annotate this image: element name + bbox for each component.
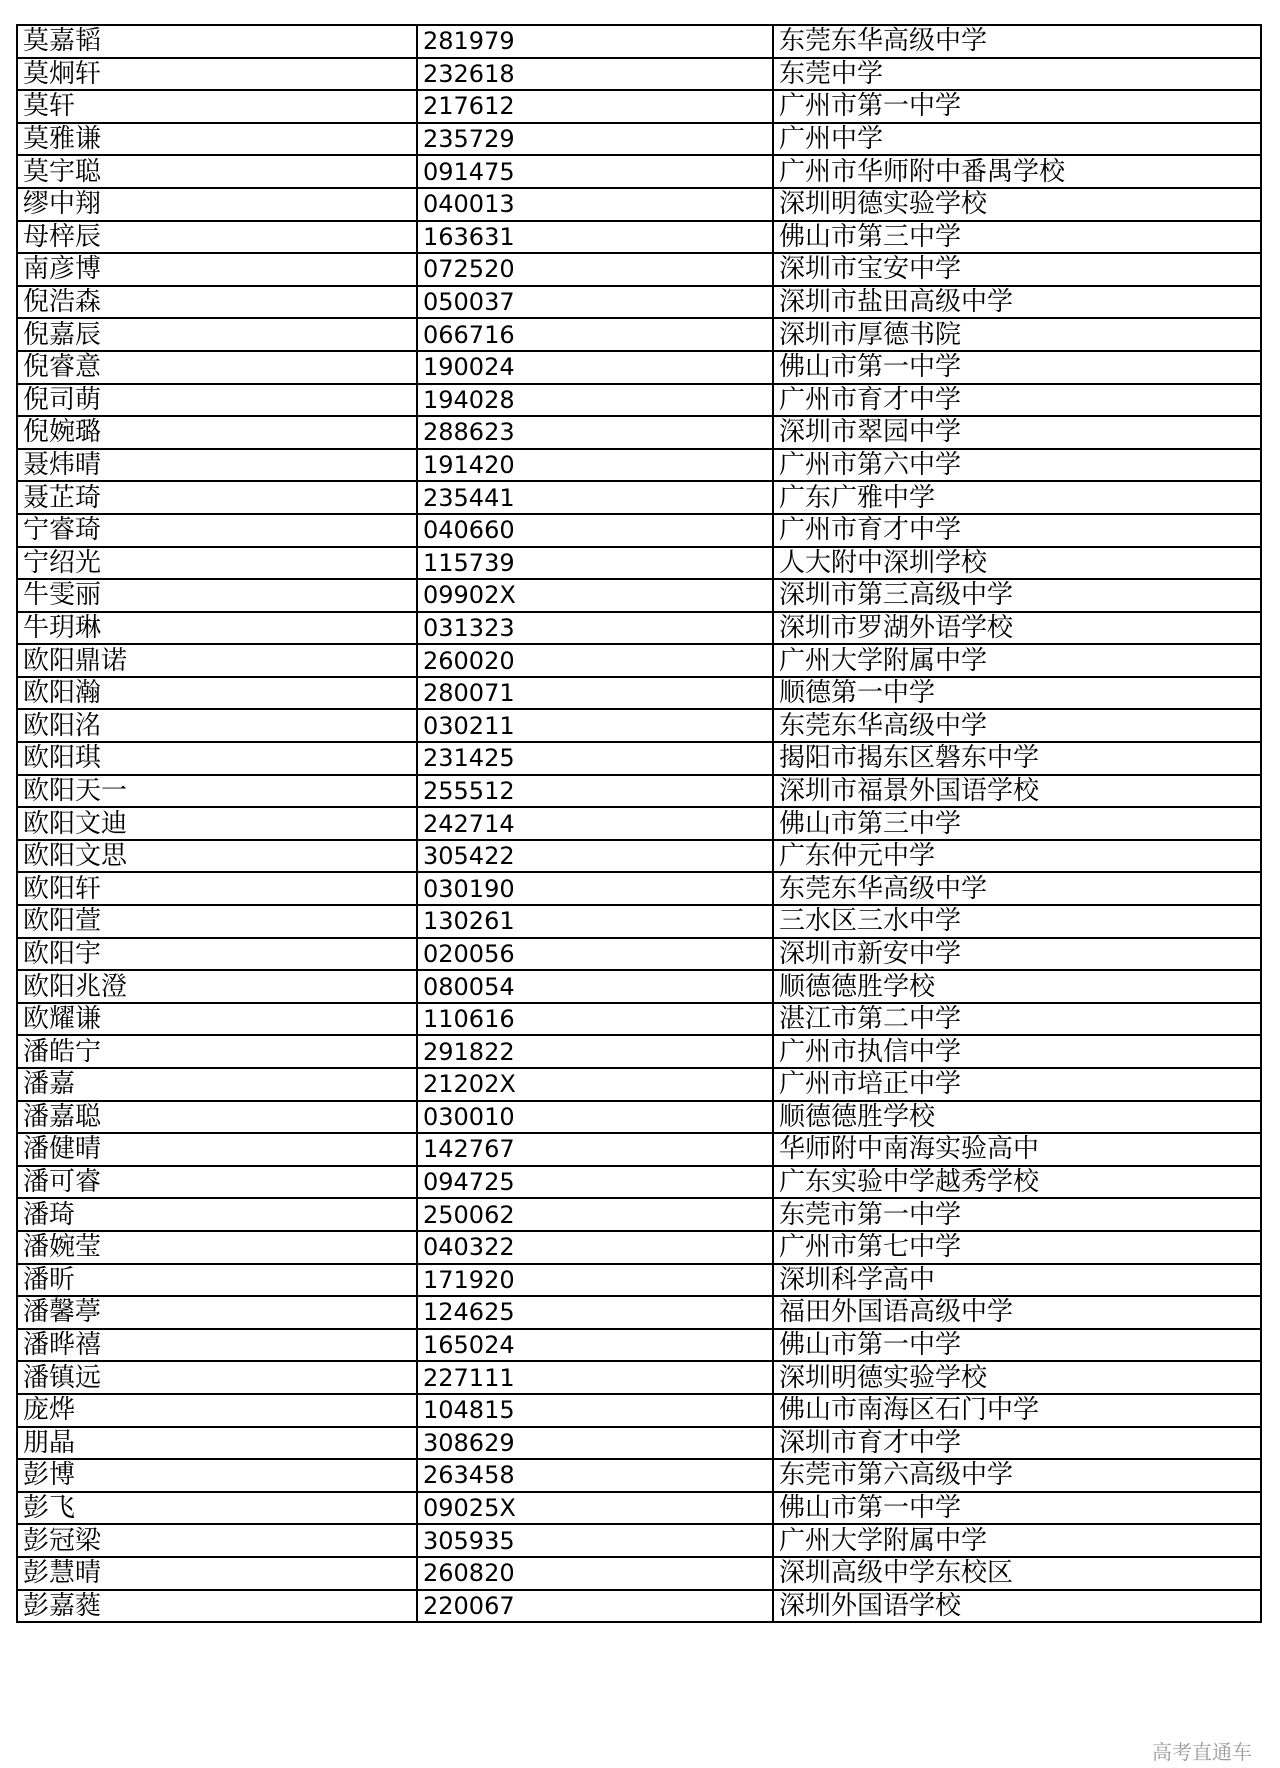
student-name-cell: 倪婉璐 xyxy=(17,416,417,449)
table-row xyxy=(17,1394,1261,1427)
student-name-cell: 欧阳文思 xyxy=(17,840,417,873)
student-name-cell: 莫轩 xyxy=(17,90,417,123)
student-name-cell: 牛雯丽 xyxy=(17,579,417,612)
student-id-cell: 072520 xyxy=(417,253,773,286)
table-row xyxy=(17,286,1261,319)
table-row xyxy=(17,840,1261,873)
student-name-cell: 欧阳文迪 xyxy=(17,807,417,840)
table-row xyxy=(17,807,1261,840)
student-name-cell: 莫嘉韬 xyxy=(17,25,417,58)
student-id-cell: 263458 xyxy=(417,1459,773,1492)
school-cell: 华师附中南海实验高中 xyxy=(773,1133,1261,1166)
table-row xyxy=(17,514,1261,547)
student-id-cell: 308629 xyxy=(417,1427,773,1460)
student-name-cell: 潘昕 xyxy=(17,1264,417,1297)
student-id-cell: 280071 xyxy=(417,677,773,710)
table-row xyxy=(17,547,1261,580)
school-cell: 东莞市第一中学 xyxy=(773,1198,1261,1231)
student-name-cell: 莫雅谦 xyxy=(17,123,417,156)
table-row xyxy=(17,775,1261,808)
student-name-cell: 缪中翔 xyxy=(17,188,417,221)
school-cell: 佛山市第一中学 xyxy=(773,351,1261,384)
school-cell: 深圳市新安中学 xyxy=(773,938,1261,971)
table-row xyxy=(17,25,1261,58)
school-cell: 佛山市南海区石门中学 xyxy=(773,1394,1261,1427)
student-id-cell: 235729 xyxy=(417,123,773,156)
table-row xyxy=(17,58,1261,91)
student-name-cell: 牛玥琳 xyxy=(17,612,417,645)
student-id-cell: 260020 xyxy=(417,644,773,677)
student-name-cell: 母梓辰 xyxy=(17,221,417,254)
table-row xyxy=(17,1557,1261,1590)
table-row xyxy=(17,1329,1261,1362)
school-cell: 深圳明德实验学校 xyxy=(773,188,1261,221)
student-id-cell: 115739 xyxy=(417,547,773,580)
table-row xyxy=(17,1590,1261,1623)
student-id-cell: 020056 xyxy=(417,938,773,971)
student-id-cell: 281979 xyxy=(417,25,773,58)
student-id-cell: 227111 xyxy=(417,1361,773,1394)
student-name-cell: 欧阳洺 xyxy=(17,709,417,742)
table-row xyxy=(17,221,1261,254)
student-id-cell: 235441 xyxy=(417,481,773,514)
school-cell: 深圳市宝安中学 xyxy=(773,253,1261,286)
student-id-cell: 031323 xyxy=(417,612,773,645)
table-row xyxy=(17,677,1261,710)
school-cell: 深圳高级中学东校区 xyxy=(773,1557,1261,1590)
school-cell: 东莞东华高级中学 xyxy=(773,872,1261,905)
student-id-cell: 288623 xyxy=(417,416,773,449)
table-row xyxy=(17,1492,1261,1525)
school-cell: 顺德德胜学校 xyxy=(773,1101,1261,1134)
table-row xyxy=(17,1133,1261,1166)
student-name-cell: 潘馨葶 xyxy=(17,1296,417,1329)
table-row xyxy=(17,612,1261,645)
student-name-cell: 庞烨 xyxy=(17,1394,417,1427)
school-cell: 广州市第六中学 xyxy=(773,449,1261,482)
school-cell: 深圳外国语学校 xyxy=(773,1590,1261,1623)
school-cell: 湛江市第二中学 xyxy=(773,1003,1261,1036)
student-name-cell: 欧阳轩 xyxy=(17,872,417,905)
student-name-cell: 倪浩森 xyxy=(17,286,417,319)
student-id-cell: 040322 xyxy=(417,1231,773,1264)
student-id-cell: 040660 xyxy=(417,514,773,547)
student-name-cell: 潘晔禧 xyxy=(17,1329,417,1362)
student-id-cell: 163631 xyxy=(417,221,773,254)
table-row xyxy=(17,1101,1261,1134)
school-cell: 佛山市第三中学 xyxy=(773,807,1261,840)
school-cell: 东莞东华高级中学 xyxy=(773,25,1261,58)
student-name-cell: 彭慧晴 xyxy=(17,1557,417,1590)
student-name-cell: 彭博 xyxy=(17,1459,417,1492)
student-name-cell: 潘婉莹 xyxy=(17,1231,417,1264)
student-id-cell: 080054 xyxy=(417,970,773,1003)
school-cell: 佛山市第三中学 xyxy=(773,221,1261,254)
school-cell: 东莞东华高级中学 xyxy=(773,709,1261,742)
student-name-cell: 彭嘉蕤 xyxy=(17,1590,417,1623)
student-id-cell: 305422 xyxy=(417,840,773,873)
table-row xyxy=(17,970,1261,1003)
school-cell: 深圳市育才中学 xyxy=(773,1427,1261,1460)
school-cell: 广州市华师附中番禺学校 xyxy=(773,155,1261,188)
table-row xyxy=(17,1264,1261,1297)
school-cell: 三水区三水中学 xyxy=(773,905,1261,938)
school-cell: 广州大学附属中学 xyxy=(773,644,1261,677)
school-cell: 佛山市第一中学 xyxy=(773,1492,1261,1525)
school-cell: 东莞中学 xyxy=(773,58,1261,91)
student-name-cell: 聂炜晴 xyxy=(17,449,417,482)
student-id-cell: 217612 xyxy=(417,90,773,123)
student-name-cell: 莫炯轩 xyxy=(17,58,417,91)
school-cell: 广州市培正中学 xyxy=(773,1068,1261,1101)
table-row xyxy=(17,1524,1261,1557)
table-row xyxy=(17,1198,1261,1231)
table-row xyxy=(17,1166,1261,1199)
student-name-cell: 彭冠梁 xyxy=(17,1524,417,1557)
student-id-cell: 040013 xyxy=(417,188,773,221)
student-id-cell: 09902X xyxy=(417,579,773,612)
student-id-cell: 305935 xyxy=(417,1524,773,1557)
table-row xyxy=(17,123,1261,156)
student-id-cell: 110616 xyxy=(417,1003,773,1036)
school-cell: 深圳市翠园中学 xyxy=(773,416,1261,449)
school-cell: 深圳市罗湖外语学校 xyxy=(773,612,1261,645)
table-row xyxy=(17,1296,1261,1329)
student-id-cell: 171920 xyxy=(417,1264,773,1297)
school-cell: 深圳市盐田高级中学 xyxy=(773,286,1261,319)
school-cell: 广州市育才中学 xyxy=(773,514,1261,547)
student-name-cell: 潘健晴 xyxy=(17,1133,417,1166)
table-row xyxy=(17,416,1261,449)
student-id-cell: 104815 xyxy=(417,1394,773,1427)
student-id-cell: 21202X xyxy=(417,1068,773,1101)
school-cell: 人大附中深圳学校 xyxy=(773,547,1261,580)
student-id-cell: 194028 xyxy=(417,384,773,417)
table-body xyxy=(17,25,1261,1622)
school-cell: 深圳市第三高级中学 xyxy=(773,579,1261,612)
student-name-cell: 南彦博 xyxy=(17,253,417,286)
school-cell: 广州市育才中学 xyxy=(773,384,1261,417)
watermark: 高考直通车 xyxy=(1152,1740,1252,1764)
school-cell: 深圳市福景外国语学校 xyxy=(773,775,1261,808)
student-id-cell: 255512 xyxy=(417,775,773,808)
student-name-cell: 欧阳琪 xyxy=(17,742,417,775)
student-name-cell: 倪司萌 xyxy=(17,384,417,417)
student-name-cell: 欧阳兆澄 xyxy=(17,970,417,1003)
student-id-cell: 130261 xyxy=(417,905,773,938)
student-name-cell: 潘镇远 xyxy=(17,1361,417,1394)
table-row xyxy=(17,351,1261,384)
student-id-cell: 124625 xyxy=(417,1296,773,1329)
student-name-cell: 宁睿琦 xyxy=(17,514,417,547)
student-id-cell: 231425 xyxy=(417,742,773,775)
table-row xyxy=(17,253,1261,286)
student-id-cell: 165024 xyxy=(417,1329,773,1362)
table-row xyxy=(17,1068,1261,1101)
table-row xyxy=(17,938,1261,971)
student-id-cell: 190024 xyxy=(417,351,773,384)
table-row xyxy=(17,449,1261,482)
table-row xyxy=(17,1459,1261,1492)
school-cell: 广州中学 xyxy=(773,123,1261,156)
student-id-cell: 09025X xyxy=(417,1492,773,1525)
student-id-cell: 242714 xyxy=(417,807,773,840)
student-name-cell: 倪嘉辰 xyxy=(17,318,417,351)
table-row xyxy=(17,384,1261,417)
student-id-cell: 220067 xyxy=(417,1590,773,1623)
table-row xyxy=(17,905,1261,938)
school-cell: 广东实验中学越秀学校 xyxy=(773,1166,1261,1199)
student-name-cell: 潘嘉聪 xyxy=(17,1101,417,1134)
student-name-cell: 潘可睿 xyxy=(17,1166,417,1199)
student-name-cell: 潘嘉 xyxy=(17,1068,417,1101)
student-name-cell: 彭飞 xyxy=(17,1492,417,1525)
table-row xyxy=(17,481,1261,514)
table-row xyxy=(17,709,1261,742)
school-cell: 顺德德胜学校 xyxy=(773,970,1261,1003)
student-id-cell: 091475 xyxy=(417,155,773,188)
table-row xyxy=(17,1003,1261,1036)
student-id-cell: 250062 xyxy=(417,1198,773,1231)
school-cell: 广州市执信中学 xyxy=(773,1035,1261,1068)
student-id-cell: 094725 xyxy=(417,1166,773,1199)
student-name-cell: 倪睿意 xyxy=(17,351,417,384)
student-id-cell: 030190 xyxy=(417,872,773,905)
student-name-cell: 欧阳天一 xyxy=(17,775,417,808)
student-name-cell: 潘皓宁 xyxy=(17,1035,417,1068)
student-id-cell: 030211 xyxy=(417,709,773,742)
school-cell: 广东广雅中学 xyxy=(773,481,1261,514)
student-id-cell: 030010 xyxy=(417,1101,773,1134)
student-id-cell: 291822 xyxy=(417,1035,773,1068)
school-cell: 广州市第七中学 xyxy=(773,1231,1261,1264)
table-row xyxy=(17,742,1261,775)
table-row xyxy=(17,318,1261,351)
school-cell: 广州大学附属中学 xyxy=(773,1524,1261,1557)
student-name-cell: 宁绍光 xyxy=(17,547,417,580)
table-row xyxy=(17,1035,1261,1068)
student-id-cell: 050037 xyxy=(417,286,773,319)
table-row xyxy=(17,1427,1261,1460)
student-name-cell: 欧阳瀚 xyxy=(17,677,417,710)
school-cell: 福田外国语高级中学 xyxy=(773,1296,1261,1329)
student-id-cell: 191420 xyxy=(417,449,773,482)
school-cell: 东莞市第六高级中学 xyxy=(773,1459,1261,1492)
student-name-cell: 欧阳鼎诺 xyxy=(17,644,417,677)
student-name-cell: 欧阳宇 xyxy=(17,938,417,971)
student-name-cell: 潘琦 xyxy=(17,1198,417,1231)
table-row xyxy=(17,188,1261,221)
school-cell: 广东仲元中学 xyxy=(773,840,1261,873)
table-row xyxy=(17,644,1261,677)
student-id-cell: 142767 xyxy=(417,1133,773,1166)
student-id-cell: 260820 xyxy=(417,1557,773,1590)
student-list-table xyxy=(16,24,1262,1623)
school-cell: 深圳明德实验学校 xyxy=(773,1361,1261,1394)
school-cell: 深圳科学高中 xyxy=(773,1264,1261,1297)
table-row xyxy=(17,1231,1261,1264)
student-name-cell: 莫宇聪 xyxy=(17,155,417,188)
table-row xyxy=(17,90,1261,123)
student-name-cell: 欧耀谦 xyxy=(17,1003,417,1036)
school-cell: 顺德第一中学 xyxy=(773,677,1261,710)
school-cell: 揭阳市揭东区磐东中学 xyxy=(773,742,1261,775)
school-cell: 佛山市第一中学 xyxy=(773,1329,1261,1362)
school-cell: 广州市第一中学 xyxy=(773,90,1261,123)
school-cell: 深圳市厚德书院 xyxy=(773,318,1261,351)
student-name-cell: 朋晶 xyxy=(17,1427,417,1460)
student-id-cell: 232618 xyxy=(417,58,773,91)
student-name-cell: 欧阳萱 xyxy=(17,905,417,938)
table-row xyxy=(17,872,1261,905)
student-id-cell: 066716 xyxy=(417,318,773,351)
table-row xyxy=(17,1361,1261,1394)
student-name-cell: 聂芷琦 xyxy=(17,481,417,514)
table-row xyxy=(17,579,1261,612)
table-row xyxy=(17,155,1261,188)
